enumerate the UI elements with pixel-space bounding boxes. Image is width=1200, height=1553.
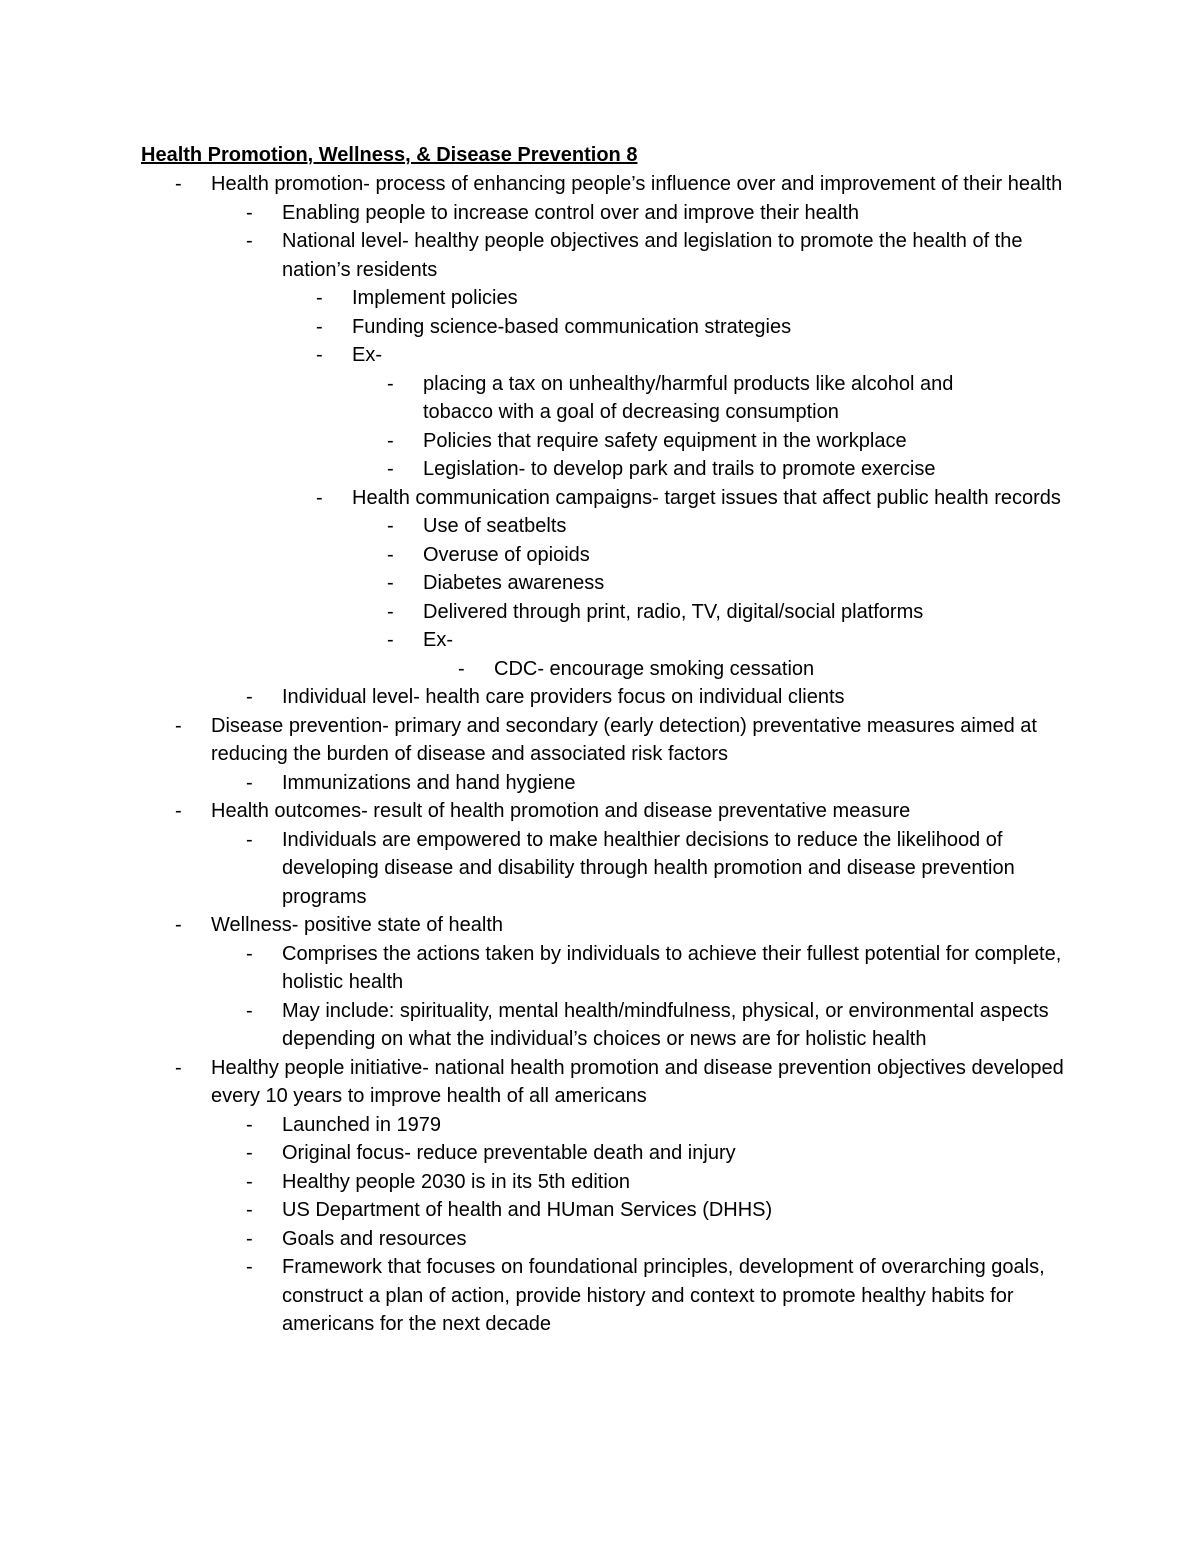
page-title: Health Promotion, Wellness, & Disease Prevention 8 <box>141 144 638 166</box>
list-item <box>0 170 1071 199</box>
list-item <box>0 655 1054 684</box>
bullet-dash: - <box>458 657 465 680</box>
list-item-text: Wellness- positive state of health <box>211 914 504 936</box>
list-item-text: Original focus- reduce preventable death and injury <box>282 1142 736 1164</box>
list-item-text: National level- healthy people objectives and legislation to promote the health of the nation’s residents <box>282 230 1023 281</box>
bullet-dash: - <box>387 458 394 480</box>
list-item <box>0 940 1072 997</box>
bullet-dash: - <box>316 486 323 509</box>
list-item <box>0 911 1071 940</box>
list-item <box>0 1054 1071 1111</box>
list-item <box>0 797 1071 826</box>
bullet-dash: - <box>246 771 253 794</box>
list-item <box>0 769 1072 798</box>
list-item <box>0 199 1072 228</box>
list-item-text: Policies that require safety equipment in the workplace <box>423 429 907 452</box>
list-item-text: Ex- <box>352 344 382 366</box>
list-item-text: placing a tax on unhealthy/harmful products like alcohol and tobacco with a goal of decreasing consumption <box>423 372 954 423</box>
list-item <box>0 712 1071 769</box>
list-item <box>0 512 1023 541</box>
bullet-dash: - <box>175 1056 182 1079</box>
list-item-text: Launched in 1979 <box>282 1113 442 1136</box>
list-item-text: Enabling people to increase control over and improve their health <box>282 201 860 224</box>
list-item <box>0 1253 1072 1339</box>
bullet-dash: - <box>175 173 182 195</box>
bullet-dash: - <box>387 600 394 623</box>
list-item-text: Health outcomes- result of health promotion and disease preventative measure <box>211 800 911 822</box>
bullet-dash: - <box>387 629 394 651</box>
bullet-dash: - <box>175 800 182 822</box>
bullet-dash: - <box>387 515 394 537</box>
list-item-text: Legislation- to develop park and trails to promote exercise <box>423 458 936 480</box>
bullet-dash: - <box>246 1199 253 1221</box>
list-item <box>0 427 1023 456</box>
bullet-dash: - <box>246 686 253 708</box>
list-item-text: Health promotion- process of enhancing people’s influence over and improvement of their health <box>211 173 1063 195</box>
list-item-text: Funding science-based communication strategies <box>352 315 792 338</box>
list-item <box>0 227 1072 284</box>
list-item-text: Disease prevention- primary and secondary (early detection) preventative measures aimed at reducing the burden of disease and associated risk factors <box>211 714 1037 765</box>
list-item <box>0 341 1072 370</box>
list-item-text: CDC- encourage smoking cessation <box>494 657 815 680</box>
list-item <box>0 1139 1072 1168</box>
list-item <box>0 626 1023 655</box>
bullet-dash: - <box>246 1227 253 1250</box>
bullet-dash: - <box>246 1142 253 1164</box>
bullet-dash: - <box>246 1113 253 1136</box>
list-item-text: Goals and resources <box>282 1227 467 1250</box>
bullet-dash: - <box>387 429 394 452</box>
list-item <box>0 997 1072 1054</box>
list-item-text: Delivered through print, radio, TV, digital/social platforms <box>423 600 924 623</box>
list-item <box>0 284 1072 313</box>
list-item <box>0 1225 1072 1254</box>
bullet-dash: - <box>316 287 323 309</box>
list-item-text: Framework that focuses on foundational principles, development of overarching goals, construct a plan of action, provide history and context to promote healthy habits for americans for the next decade <box>282 1256 1045 1335</box>
list-item-text: Overuse of opioids <box>423 543 590 566</box>
list-item <box>0 569 1023 598</box>
list-item <box>0 313 1072 342</box>
bullet-dash: - <box>387 372 394 395</box>
list-item <box>0 1196 1072 1225</box>
list-item-text: Healthy people initiative- national health promotion and disease prevention objectives developed every 10 years to improve health of all americans <box>211 1056 1064 1107</box>
list-item <box>0 455 1023 484</box>
list-item <box>0 1111 1072 1140</box>
bullet-dash: - <box>175 714 182 737</box>
list-item <box>0 826 1072 912</box>
bullet-dash: - <box>246 1170 253 1193</box>
bullet-dash: - <box>387 543 394 566</box>
notes-list <box>0 170 1200 1339</box>
list-item-text: Implement policies <box>352 287 518 309</box>
list-item-text: May include: spirituality, mental health/mindfulness, physical, or environmental aspects depending on what the individual’s choices or news are for holistic health <box>282 999 1049 1050</box>
bullet-dash: - <box>387 572 394 594</box>
bullet-dash: - <box>175 914 182 936</box>
list-item-text: Healthy people 2030 is in its 5th edition <box>282 1170 631 1193</box>
list-item <box>0 541 1023 570</box>
list-item <box>0 370 1023 427</box>
bullet-dash: - <box>246 828 253 851</box>
list-item-text: Comprises the actions taken by individuals to achieve their fullest potential for complete, holistic health <box>282 942 1062 993</box>
list-item <box>0 484 1072 513</box>
list-item-text: Immunizations and hand hygiene <box>282 771 576 794</box>
bullet-dash: - <box>246 230 253 252</box>
bullet-dash: - <box>246 942 253 965</box>
bullet-dash: - <box>246 999 253 1022</box>
list-item-text: Diabetes awareness <box>423 572 605 594</box>
list-item-text: Individual level- health care providers focus on individual clients <box>282 686 845 708</box>
list-item-text: Ex- <box>423 629 453 651</box>
bullet-dash: - <box>316 315 323 338</box>
list-item-text: Individuals are empowered to make healthier decisions to reduce the likelihood of developing disease and disability through health promotion and disease prevention programs <box>282 828 1015 908</box>
list-item <box>0 683 1072 712</box>
list-item <box>0 1168 1072 1197</box>
bullet-dash: - <box>246 1256 253 1278</box>
list-item-text: Health communication campaigns- target issues that affect public health records <box>352 486 1061 509</box>
list-item-text: US Department of health and HUman Services (DHHS) <box>282 1199 773 1221</box>
bullet-dash: - <box>246 201 253 224</box>
list-item-text: Use of seatbelts <box>423 515 567 537</box>
list-item <box>0 598 1023 627</box>
bullet-dash: - <box>316 344 323 366</box>
